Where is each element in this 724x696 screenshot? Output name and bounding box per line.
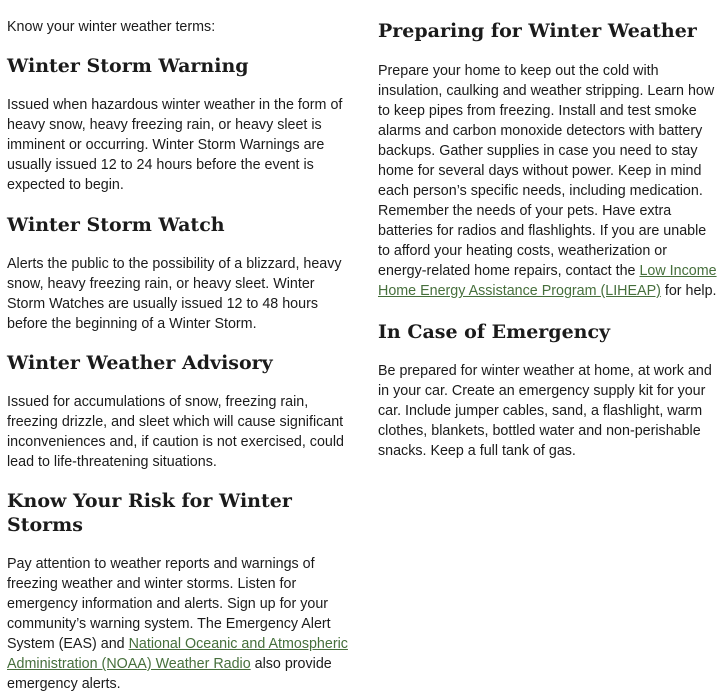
heading-winter-storm-warning: Winter Storm Warning xyxy=(7,55,249,77)
right-column xyxy=(378,0,718,461)
left-column xyxy=(7,0,352,694)
know-your-risk-text-after: also provide emergency alerts. xyxy=(7,656,332,692)
noaa-weather-radio-link[interactable]: National Oceanic and Atmospheric Administration (NOAA) Weather Radio xyxy=(7,636,348,672)
body-in-case-of-emergency: Be prepared for winter weather at home, at work and in your car. Create an emergency supply kit for your car. Include jumper cables, sand, a flashlight, warm clothes, blankets, bottled water and non-perishable snacks. Keep a full tank of gas. xyxy=(378,363,712,459)
body-winter-storm-watch: Alerts the public to the possibility of a blizzard, heavy snow, heavy freezing rain, or heavy sleet. Winter Storm Watches are usually issued 12 to 48 hours before the beginning of a Winter Storm. xyxy=(7,256,342,332)
know-your-risk-text-before: Pay attention to weather reports and warnings of freezing weather and winter storms. Listen for emergency information and alerts. Sign up for your community’s warning system. The Emergency Alert System (EAS) and xyxy=(7,556,331,652)
body-know-your-risk xyxy=(7,554,352,694)
heading-winter-weather-advisory: Winter Weather Advisory xyxy=(7,352,273,374)
preparing-text-after: for help. xyxy=(660,283,717,299)
heading-preparing-for-winter-weather: Preparing for Winter Weather xyxy=(378,20,697,42)
heading-winter-storm-watch: Winter Storm Watch xyxy=(7,214,225,236)
intro-text: Know your winter weather terms: xyxy=(7,19,216,35)
body-winter-storm-warning: Issued when hazardous winter weather in the form of heavy snow, heavy freezing rain, or heavy sleet is imminent or occurring. Winter Storm Warnings are usually issued 12 to 24 hours before the event is expected to begin. xyxy=(7,97,343,193)
heading-know-your-risk: Know Your Risk for Winter Storms xyxy=(7,490,292,536)
body-preparing-for-winter-weather xyxy=(378,61,718,301)
preparing-text-before: Prepare your home to keep out the cold with insulation, caulking and weather stripping. Learn how to keep pipes from freezing. Install and test smoke alarms and carbon monoxide detectors with battery backups. Gather supplies in case you need to stay home for several days without power. Keep in mind each person’s specific needs, including medication. Remember the needs of your pets. Have extra batteries for radios and flashlights. If you are unable to afford your heating costs, weatherization or energy-related home repairs, contact the xyxy=(378,63,715,279)
liheap-link[interactable]: Low Income Home Energy Assistance Program (LIHEAP) xyxy=(378,263,717,299)
body-winter-weather-advisory: Issued for accumulations of snow, freezing rain, freezing drizzle, and sleet which will cause significant inconveniences and, if caution is not exercised, could lead to life-threatening situations. xyxy=(7,394,344,470)
heading-in-case-of-emergency: In Case of Emergency xyxy=(378,321,611,343)
